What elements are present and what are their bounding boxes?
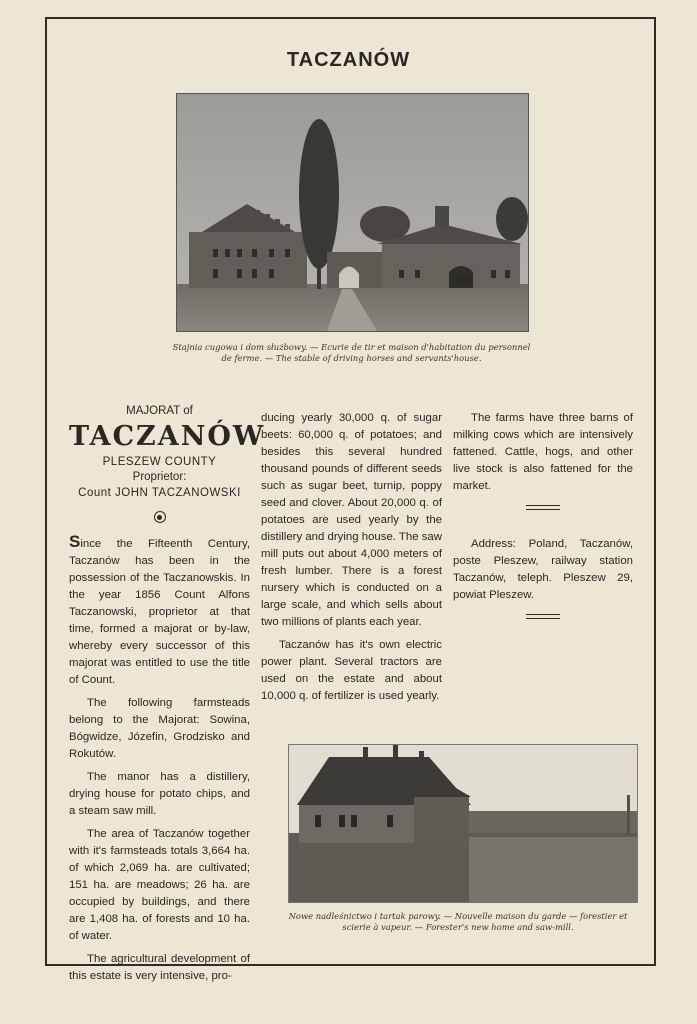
drop-cap: S: [69, 532, 81, 551]
majorat-of: MAJORAT of: [126, 405, 193, 417]
address: Address: Poland, Taczanów, poste Pleszew, railway station Taczanów, teleph. Pleszew 29, powiat Pleszew.: [453, 538, 633, 601]
paragraph: The area of Taczanów together with it's farmsteads totals 3,664 ha. of which 2,069 ha. are cultivated; 151 ha. are meadows; 26 ha. are occupied by buildings, and there are 1,408 ha. of forests and 10 ha. of water.: [69, 828, 250, 942]
paragraph: The agricultural development of this estate is very intensive, pro-: [69, 953, 250, 982]
stable-photo-caption: [150, 342, 553, 364]
proprietor-name: Count JOHN TACZANOWSKI: [78, 487, 241, 499]
caption-line: scierie à vapeur. — Forester's new home and saw-mill.: [342, 922, 574, 932]
caption-line: Stajnia cugowa i dom służbowy. — Ecurie de tir et maison d'habitation du personnel: [172, 342, 531, 352]
paragraph-text: ince the Fifteenth Century, Taczanów has been in the possession of the Taczanowskis. In the year 1856 Count Alfons Taczanowski, proprietor at that time, formed a majorat or by-law, whereby every successor of this majorat was entitled to use the title of Count.: [69, 538, 250, 686]
proprietor-label: Proprietor:: [132, 471, 187, 483]
paragraph: Taczanów has it's own electric power plant. Several tractors are used on the estate and about 10,000 q. of fertilizer is used yearly.: [261, 639, 442, 702]
paragraph: ducing yearly 30,000 q. of sugar beets: 60,000 q. of potatoes; and besides this several hundred thousand pounds of different seeds such as sugar beet, turnip, poppy seed and clover. About 20,000 q. of potatoes are used yearly by the distillery and drying house. The saw mill puts out about 4,000 meters of fresh lumber. There is a forest nursery which is conducted on a large scale, and which sells about two millions of plants each year.: [261, 412, 442, 628]
double-rule: [526, 614, 560, 619]
caption-line: Nowe nadleśnictwo i tartak parowy. — Nouvelle maison du garde — forestier et: [288, 911, 628, 921]
paragraph: The farms have three barns of milking cows which are intensively fattened. Cattle, hogs, and other live stock is also fattened for the market.: [453, 412, 633, 492]
column-3: [453, 410, 633, 645]
double-rule: [526, 505, 560, 510]
stable-photo: [176, 93, 529, 332]
page-title: TACZANÓW: [286, 49, 411, 71]
paragraph: The following farmsteads belong to the Majorat: Sowina, Bógwidze, Józefin, Grodzisko and Rokutów.: [69, 697, 250, 760]
forester-house-photo: [288, 744, 638, 903]
county-name: PLESZEW COUNTY: [102, 456, 217, 468]
majorat-header: [69, 404, 266, 523]
ornament-icon: [154, 511, 166, 523]
forester-house-photo-caption: [270, 911, 646, 933]
paragraph: The manor has a distillery, drying house for potato chips, and a steam saw mill.: [69, 771, 250, 817]
column-2: [261, 410, 442, 711]
caption-line: de ferme. — The stable of driving horses and servants'house.: [221, 353, 482, 363]
column-1: [69, 404, 266, 991]
estate-name: TACZANÓW: [69, 421, 266, 452]
paragraph: [69, 533, 250, 689]
